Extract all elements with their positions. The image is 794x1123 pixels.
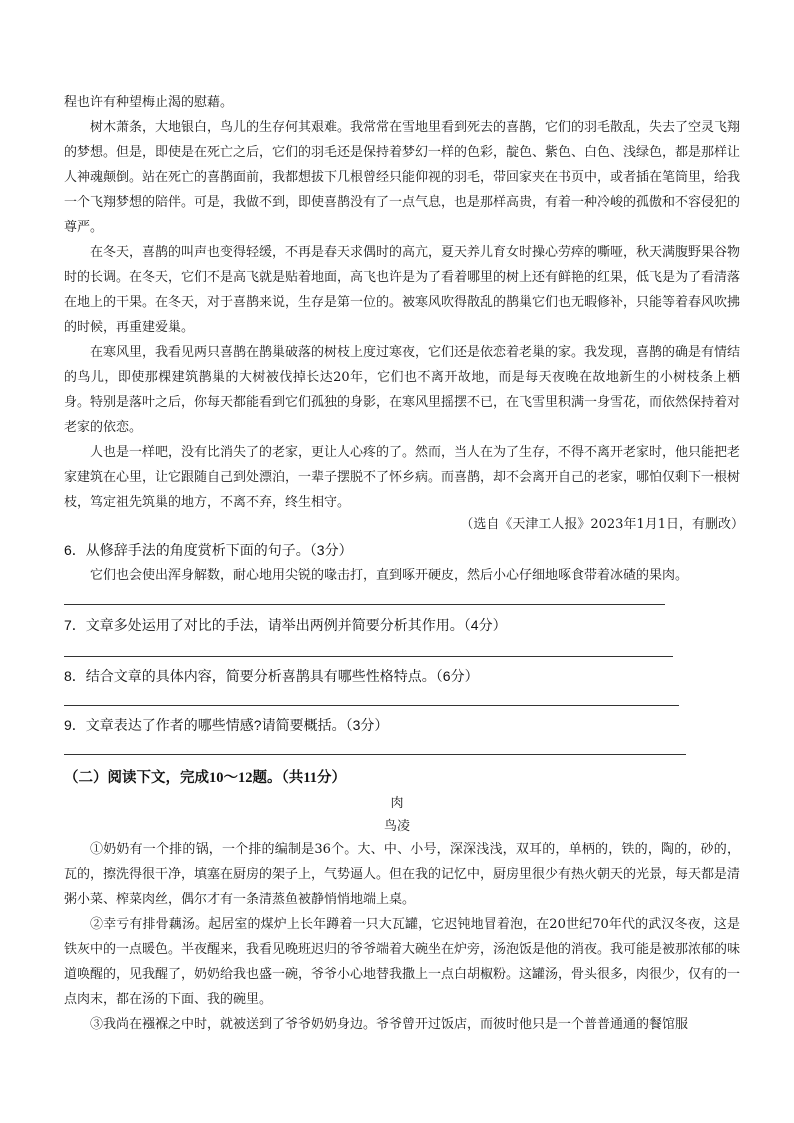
question-6: 6．从修辞手法的角度赏析下面的句子。（3分） (64, 542, 353, 558)
answer-line-8[interactable] (64, 705, 679, 706)
paragraph-1: 树木萧条，大地银白，鸟儿的生存何其艰难。我常常在雪地里看到死去的喜鹊，它们的羽毛散乱，失去了空灵飞翔的梦想。但是，即使是在死亡之后，它们的羽毛还是保持着梦幻一样的色彩，靛色、紫色、白色、浅绿色，都是那样让人神魂颠倒。站在死亡的喜鹊面前，我都想拔下几根曾经只能仰视的羽毛，带回家夹在书页中，或者插在笔筒里，给我一个飞翔梦想的陪伴。可是，我做不到，即使喜鹊没有了一点气息，也是那样高贵，有着一种冷峻的孤傲和不容侵犯的尊严。 (64, 120, 741, 235)
answer-line-9[interactable] (64, 754, 686, 755)
question-6-quote: 它们也会使出浑身解数，耐心地用尖锐的喙击打，直到啄开硬皮，然后小心仔细地啄食带着冰碴的果肉。 (90, 568, 689, 583)
question-9: 9．文章表达了作者的哪些情感?请简要概括。（3分） (64, 717, 389, 733)
essay-title: 肉 (390, 796, 404, 811)
paragraph-continuation: 程也许有种望梅止渴的慰藉。 (64, 95, 234, 110)
essay2-paragraph-3: ③我尚在襁褓之中时，就被送到了爷爷奶奶身边。爷爷曾开过饭店，而彼时他只是一个普普通通的餐馆服 (90, 1017, 689, 1032)
answer-line-6[interactable] (64, 604, 665, 605)
paragraph-2: 在冬天，喜鹊的叫声也变得轻缓，不再是春天求偶时的高亢，夏天养儿育女时操心劳瘁的嘶哑，秋天满腹野果谷物时的长调。在冬天，它们不是高飞就是贴着地面，高飞也许是为了看着哪里的树上还有鲜艳的红果，低飞是为了看清落在地上的干果。在冬天，对于喜鹊来说，生存是第一位的。被寒风吹得散乱的鹊巢它们也无暇修补，只能等着春风吹拂的时候，再重建爱巢。 (64, 245, 741, 335)
answer-line-7[interactable] (64, 656, 673, 657)
essay-author: 鸟凌 (383, 819, 410, 834)
question-8: 8．结合文章的具体内容，简要分析喜鹊具有哪些性格特点。（6分） (64, 668, 479, 684)
paragraph-4: 人也是一样吧，没有比消失了的老家，更让人心疼的了。然而，当人在为了生存，不得不离开老家时，他只能把老家建筑在心里，让它跟随自己到处漂泊，一辈子摆脱不了怀乡病。而喜鹊，却不会离开自己的老家，哪怕仅剩下一根树枝，笃定祖先筑巢的地方，不离不弃，终生相守。 (64, 445, 741, 510)
paragraph-3: 在寒风里，我看见两只喜鹊在鹊巢破落的树枝上度过寒夜，它们还是依恋着老巢的家。我发现，喜鹊的确是有情结的鸟儿，即使那棵建筑鹊巢的大树被伐掉长达20年，它们也不离开故地，而是每天夜晚在故地新生的小树枝条上栖身。特别是落叶之后，你每天都能看到它们孤独的身影，在寒风里摇摆不已，在飞雪里积满一身雪花，而依然保持着对老家的依恋。 (64, 345, 741, 435)
essay2-paragraph-1: ①奶奶有一个排的锅，一个排的编制是36个。大、中、小号，深深浅浅，双耳的，单柄的，铁的，陶的，砂的，瓦的，擦洗得很干净，填塞在厨房的架子上，气势逼人。但在我的记忆中，厨房里很少有热火朝天的光景，每天都是清粥小菜、榨菜肉丝，偶尔才有一条清蒸鱼被静悄悄地端上桌。 (64, 842, 741, 907)
essay2-paragraph-2: ②幸亏有排骨藕汤。起居室的煤炉上长年蹲着一只大瓦罐，它迟钝地冒着泡，在20世纪70年代的武汉冬夜，这是铁灰中的一点暖色。半夜醒来，我看见晚班迟归的爷爷端着大碗坐在炉旁，汤泡饭是他的消夜。我可能是被那浓郁的味道唤醒的，见我醒了，奶奶给我也盛一碗，爷爷小心地替我撒上一点白胡椒粉。这罐汤，骨头很多，肉很少，仅有的一点肉末，都在汤的下面、我的碗里。 (64, 917, 741, 1007)
question-7: 7．文章多处运用了对比的手法，请举出两例并简要分析其作用。（4分） (64, 617, 507, 633)
section-heading: （二）阅读下文，完成10～12题。（共11分） (64, 770, 346, 786)
source-note: （选自《天津工人报》2023年1月1日，有删改） (460, 517, 744, 532)
